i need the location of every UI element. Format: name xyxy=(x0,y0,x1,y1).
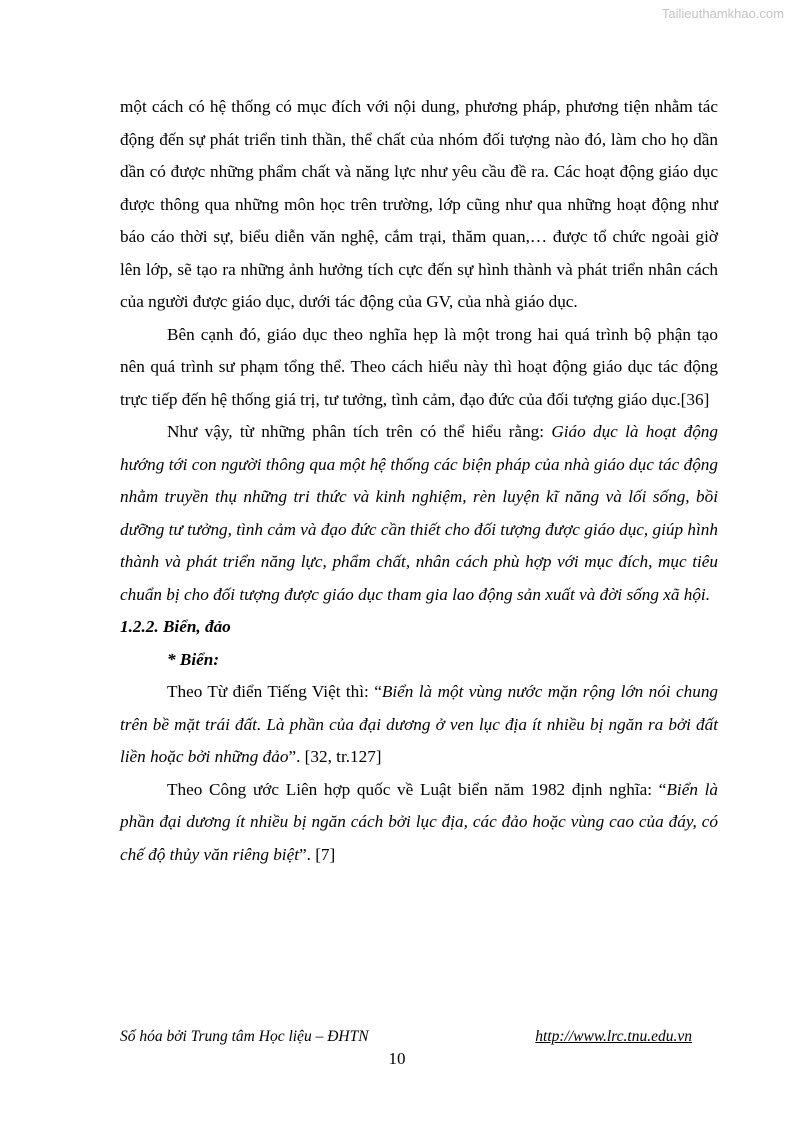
paragraph-4-lead: Theo Từ điển Tiếng Việt thì: “ xyxy=(167,682,382,701)
paragraph-1: một cách có hệ thống có mục đích với nội dung, phương pháp, phương tiện nhằm tác động đến sự phát triển tinh thần, thể chất của nhóm đối tượng nào đó, làm cho họ dần dần có được những phẩm chất và năng lực như yêu cầu đề ra. Các hoạt động giáo dục được thông qua những môn học trên trường, lớp cũng như qua những hoạt động như báo cáo thời sự, biểu diễn văn nghệ, cắm trại, thăm quan,… được tổ chức ngoài giờ lên lớp, sẽ tạo ra những ảnh hưởng tích cực đến sự hình thành và phát triển nhân cách của người được giáo dục, dưới tác động của GV, của nhà giáo dục. xyxy=(120,97,718,311)
page-number: 10 xyxy=(388,1049,406,1068)
footer-link[interactable]: http://www.lrc.tnu.edu.vn xyxy=(535,1028,692,1045)
footer-source: Số hóa bởi Trung tâm Học liệu – ĐHTN xyxy=(120,1028,369,1045)
paragraph-5-lead: Theo Công ước Liên hợp quốc về Luật biển năm 1982 định nghĩa: “ xyxy=(167,779,667,799)
sub-heading: * Biển: xyxy=(167,649,220,669)
paragraph-3 xyxy=(120,416,718,611)
paragraph-4-citation: ”. [32, tr.127] xyxy=(288,747,382,766)
section-heading: 1.2.2. Biển, đảo xyxy=(120,617,231,636)
paragraph-5-quote: Biển là phần đại dương ít nhiều bị ngăn cách bởi lục địa, các đảo hoặc vùng cao của đáy, có chế độ thủy văn riêng biệt xyxy=(120,779,718,864)
watermark: Tailieuthamkhao.com xyxy=(661,6,784,21)
paragraph-3-lead: Như vậy, từ những phân tích trên có thể hiểu rằng: xyxy=(167,422,552,441)
paragraph-4 xyxy=(120,676,718,774)
paragraph-5-citation: ”. [7] xyxy=(298,844,336,864)
page-content xyxy=(120,91,718,871)
paragraph-2: Bên cạnh đó, giáo dục theo nghĩa hẹp là một trong hai quá trình bộ phận tạo nên quá trình sư phạm tổng thể. Theo cách hiểu này thì hoạt động giáo dục tác động trực tiếp đến hệ thống giá trị, tư tưởng, tình cảm, đạo đức của đối tượng giáo dục.[36] xyxy=(120,324,718,409)
paragraph-3-definition: Giáo dục là hoạt động hướng tới con người thông qua một hệ thống các biện pháp của nhà giáo dục tác động nhằm truyền thụ những tri thức và kinh nghiệm, rèn luyện kĩ năng và lối sống, bồi dưỡng tư tưởng, tình cảm và đạo đức cần thiết cho đối tượng được giáo dục, giúp hình thành và phát triển năng lực, phẩm chất, nhân cách phù hợp với mục đích, mục tiêu chuẩn bị cho đối tượng được giáo dục tham gia lao động sản xuất và đời sống xã hội. xyxy=(120,422,718,604)
paragraph-4-quote: Biển là một vùng nước mặn rộng lớn nói chung trên bề mặt trái đất. Là phần của đại dương ở ven lục địa ít nhiều bị ngăn ra bởi đất liền hoặc bởi những đảo xyxy=(120,682,719,766)
paragraph-5 xyxy=(120,774,718,872)
